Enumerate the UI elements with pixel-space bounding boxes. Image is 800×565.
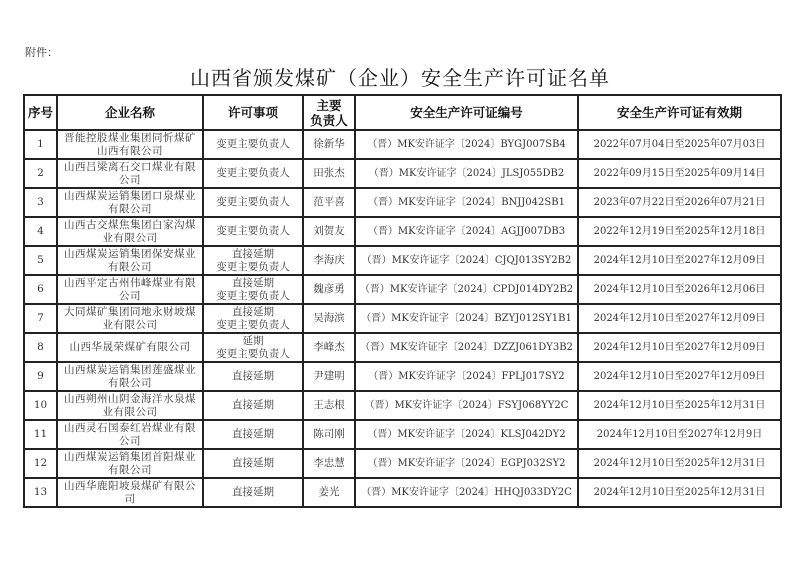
cell-item bbox=[203, 449, 303, 478]
company-line2: 公司 bbox=[119, 173, 141, 186]
company-line1: 山西煤炭运销集团口泉煤业 bbox=[64, 189, 196, 202]
company-line1: 山西平定古州伟峰煤业有限 bbox=[64, 276, 196, 289]
cell-validity: 2024年12月10日至2027年12月9日 bbox=[578, 420, 781, 449]
company-line1: 大同煤矿集团同地永财坡煤 bbox=[64, 305, 196, 318]
license-table bbox=[23, 94, 782, 508]
cell-index: 9 bbox=[24, 362, 57, 391]
cell-item bbox=[203, 333, 303, 362]
table-row bbox=[24, 362, 781, 391]
cell-item bbox=[203, 478, 303, 507]
cell-index: 10 bbox=[24, 391, 57, 420]
cell-license-no: （晋）MK安许证字〔2024〕BYGJ007SB4 bbox=[355, 130, 578, 159]
company-line2: 有限公司 bbox=[108, 376, 152, 389]
cell-validity: 2024年12月10日至2025年12月31日 bbox=[578, 449, 781, 478]
company-line2: 山西有限公司 bbox=[97, 144, 163, 157]
header-validity: 安全生产许可证有效期 bbox=[578, 95, 781, 130]
header-person-line2: 负责人 bbox=[310, 112, 348, 128]
item-line1: 直接延期 bbox=[232, 305, 274, 318]
cell-company bbox=[57, 246, 203, 275]
cell-license-no: （晋）MK安许证字〔2024〕CJQJ013SY2B2 bbox=[355, 246, 578, 275]
cell-index: 7 bbox=[24, 304, 57, 333]
cell-validity: 2023年07月22日至2026年07月21日 bbox=[578, 188, 781, 217]
company-line1: 山西朔州山阴金海洋水泉煤 bbox=[64, 392, 196, 405]
company-line1: 山西古交煤焦集团白家沟煤 bbox=[64, 218, 196, 231]
cell-person: 尹建明 bbox=[303, 362, 355, 391]
table-row bbox=[24, 217, 781, 246]
cell-index: 6 bbox=[24, 275, 57, 304]
item-line1: 直接延期 bbox=[232, 399, 274, 411]
cell-company bbox=[57, 362, 203, 391]
cell-validity: 2024年12月10日至2025年12月31日 bbox=[578, 478, 781, 507]
cell-item bbox=[203, 217, 303, 246]
table-row bbox=[24, 246, 781, 275]
cell-company bbox=[57, 130, 203, 159]
cell-index: 1 bbox=[24, 130, 57, 159]
table-row bbox=[24, 275, 781, 304]
table-row bbox=[24, 391, 781, 420]
document-title: 山西省颁发煤矿（企业）安全生产许可证名单 bbox=[190, 66, 610, 90]
cell-validity: 2024年12月10日至2027年12月09日 bbox=[578, 304, 781, 333]
company-line2: 公司 bbox=[119, 434, 141, 447]
item-line1: 变更主要负责人 bbox=[216, 138, 290, 150]
cell-license-no: （晋）MK安许证字〔2024〕KLSJ042DY2 bbox=[355, 420, 578, 449]
table-row bbox=[24, 420, 781, 449]
item-line2: 变更主要负责人 bbox=[216, 347, 290, 360]
table-row bbox=[24, 333, 781, 362]
item-line1: 直接延期 bbox=[232, 486, 274, 498]
item-line2: 变更主要负责人 bbox=[216, 260, 290, 273]
cell-person: 姜光 bbox=[303, 478, 355, 507]
cell-validity: 2024年12月10日至2027年12月09日 bbox=[578, 246, 781, 275]
cell-index: 3 bbox=[24, 188, 57, 217]
cell-index: 11 bbox=[24, 420, 57, 449]
cell-item bbox=[203, 304, 303, 333]
company-line2: 有限公司 bbox=[108, 202, 152, 215]
cell-person: 李峰杰 bbox=[303, 333, 355, 362]
cell-validity: 2024年12月10日至2026年12月06日 bbox=[578, 275, 781, 304]
company-line2: 业有限公司 bbox=[102, 405, 158, 418]
company-line1: 山西煤炭运销集团首阳煤业 bbox=[64, 450, 196, 463]
cell-item bbox=[203, 420, 303, 449]
cell-person: 李海庆 bbox=[303, 246, 355, 275]
table-row bbox=[24, 188, 781, 217]
cell-item bbox=[203, 246, 303, 275]
cell-person: 徐新华 bbox=[303, 130, 355, 159]
cell-person: 吴海滨 bbox=[303, 304, 355, 333]
cell-company bbox=[57, 188, 203, 217]
cell-validity: 2024年12月10日至2025年12月31日 bbox=[578, 391, 781, 420]
cell-company bbox=[57, 449, 203, 478]
cell-license-no: （晋）MK安许证字〔2024〕FSYJ068YY2C bbox=[355, 391, 578, 420]
cell-index: 4 bbox=[24, 217, 57, 246]
cell-person: 魏彦勇 bbox=[303, 275, 355, 304]
header-license-no: 安全生产许可证编号 bbox=[355, 95, 578, 130]
cell-company bbox=[57, 391, 203, 420]
company-line2: 公司 bbox=[119, 289, 141, 302]
cell-validity: 2024年12月10日至2027年12月09日 bbox=[578, 362, 781, 391]
cell-item bbox=[203, 391, 303, 420]
company-line2: 有限公司 bbox=[108, 463, 152, 476]
company-line1: 晋能控股煤业集团同忻煤矿 bbox=[64, 131, 196, 144]
cell-item bbox=[203, 188, 303, 217]
cell-license-no: （晋）MK安许证字〔2024〕DZZJ061DY3B2 bbox=[355, 333, 578, 362]
cell-item bbox=[203, 275, 303, 304]
table-row bbox=[24, 159, 781, 188]
item-line1: 变更主要负责人 bbox=[216, 167, 290, 179]
cell-person: 范平喜 bbox=[303, 188, 355, 217]
company-line1: 山西灵石国泰红岩煤业有限 bbox=[64, 421, 196, 434]
cell-item bbox=[203, 362, 303, 391]
item-line1: 直接延期 bbox=[232, 457, 274, 469]
cell-validity: 2022年12月19日至2025年12月18日 bbox=[578, 217, 781, 246]
cell-person: 李忠慧 bbox=[303, 449, 355, 478]
table-row bbox=[24, 304, 781, 333]
cell-company bbox=[57, 275, 203, 304]
cell-license-no: （晋）MK安许证字〔2024〕CPDJ014DY2B2 bbox=[355, 275, 578, 304]
cell-license-no: （晋）MK安许证字〔2024〕BNJJ042SB1 bbox=[355, 188, 578, 217]
company-line2: 有限公司 bbox=[108, 260, 152, 273]
table-row bbox=[24, 130, 781, 159]
cell-index: 5 bbox=[24, 246, 57, 275]
cell-validity: 2022年07月04日至2025年07月03日 bbox=[578, 130, 781, 159]
item-line1: 直接延期 bbox=[232, 370, 274, 382]
cell-license-no: （晋）MK安许证字〔2024〕JLSJ055DB2 bbox=[355, 159, 578, 188]
header-company: 企业名称 bbox=[57, 95, 203, 130]
cell-company bbox=[57, 217, 203, 246]
cell-company bbox=[57, 420, 203, 449]
item-line1: 直接延期 bbox=[232, 247, 274, 260]
cell-license-no: （晋）MK安许证字〔2024〕FPLJ017SY2 bbox=[355, 362, 578, 391]
company-line1: 山西煤炭运销集团保安煤业 bbox=[64, 247, 196, 260]
attachment-label: 附件： bbox=[25, 46, 58, 59]
table-row bbox=[24, 478, 781, 507]
header-person-line1: 主要 bbox=[316, 97, 342, 113]
company-line1: 山西华鹿阳坡泉煤矿有限公 bbox=[64, 479, 196, 492]
cell-company bbox=[57, 304, 203, 333]
table-header-row bbox=[24, 95, 781, 130]
item-line1: 变更主要负责人 bbox=[216, 196, 290, 208]
cell-license-no: （晋）MK安许证字〔2024〕HHQJ033DY2C bbox=[355, 478, 578, 507]
item-line2: 变更主要负责人 bbox=[216, 318, 290, 331]
cell-company bbox=[57, 159, 203, 188]
company-line1: 山西吕梁离石交口煤业有限 bbox=[64, 160, 196, 173]
cell-license-no: （晋）MK安许证字〔2024〕EGPJ032SY2 bbox=[355, 449, 578, 478]
item-line2: 变更主要负责人 bbox=[216, 289, 290, 302]
cell-item bbox=[203, 130, 303, 159]
cell-person: 陈司刚 bbox=[303, 420, 355, 449]
table-row bbox=[24, 449, 781, 478]
item-line1: 直接延期 bbox=[232, 276, 274, 289]
cell-index: 2 bbox=[24, 159, 57, 188]
item-line1: 直接延期 bbox=[232, 428, 274, 440]
cell-company bbox=[57, 478, 203, 507]
cell-license-no: （晋）MK安许证字〔2024〕AGJJ007DB3 bbox=[355, 217, 578, 246]
cell-validity: 2022年09月15日至2025年09月14日 bbox=[578, 159, 781, 188]
item-line1: 变更主要负责人 bbox=[216, 225, 290, 237]
company-line2: 业有限公司 bbox=[102, 318, 158, 331]
header-index: 序号 bbox=[24, 95, 57, 130]
cell-index: 13 bbox=[24, 478, 57, 507]
cell-license-no: （晋）MK安许证字〔2024〕BZYJ012SY1B1 bbox=[355, 304, 578, 333]
header-person bbox=[303, 95, 355, 130]
cell-item bbox=[203, 159, 303, 188]
cell-company bbox=[57, 333, 203, 362]
cell-index: 12 bbox=[24, 449, 57, 478]
company-line2: 司 bbox=[124, 492, 136, 505]
company-line1: 山西华晟荣煤矿有限公司 bbox=[69, 341, 191, 353]
item-line1: 延期 bbox=[242, 334, 264, 347]
company-line2: 业有限公司 bbox=[102, 231, 158, 244]
cell-validity: 2024年12月10日至2027年12月09日 bbox=[578, 333, 781, 362]
header-item: 许可事项 bbox=[203, 95, 303, 130]
cell-person: 王志根 bbox=[303, 391, 355, 420]
cell-person: 刘贺友 bbox=[303, 217, 355, 246]
cell-person: 田张杰 bbox=[303, 159, 355, 188]
company-line1: 山西煤炭运销集团莲盛煤业 bbox=[64, 363, 196, 376]
cell-index: 8 bbox=[24, 333, 57, 362]
